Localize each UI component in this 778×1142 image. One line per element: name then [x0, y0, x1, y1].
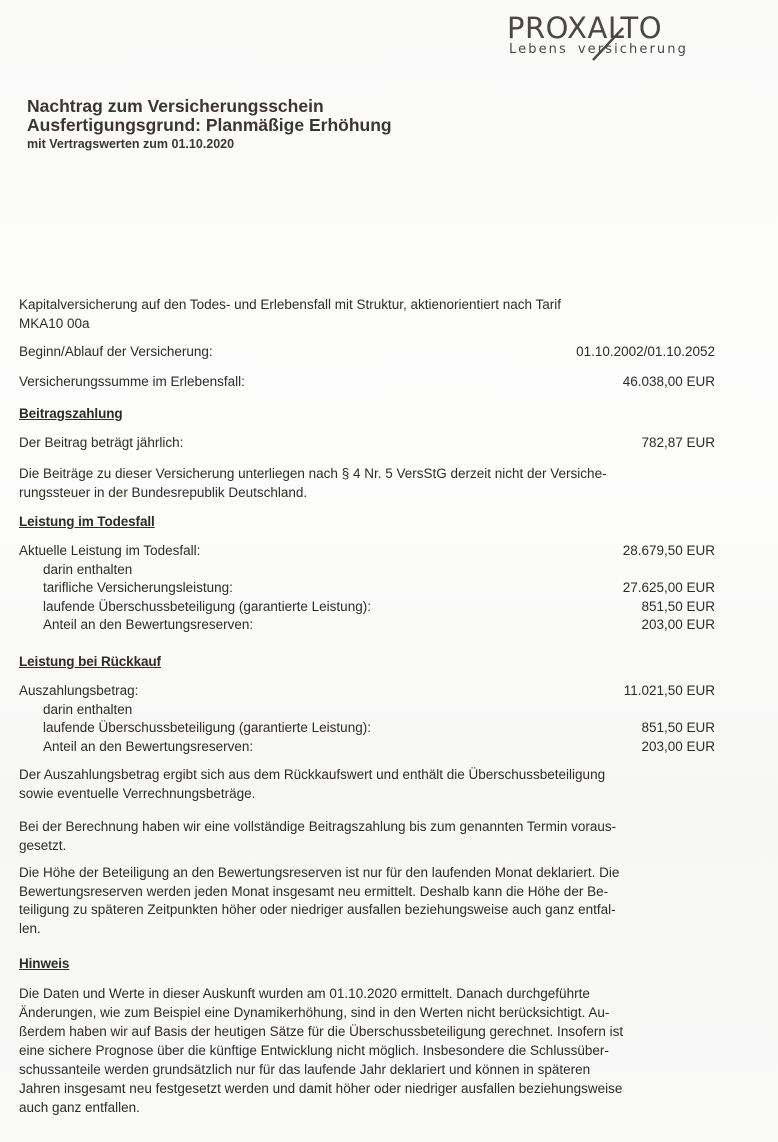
logo-brand: PROXALTO — [507, 11, 663, 45]
logo-tagline — [509, 42, 688, 58]
hinweis-text — [19, 984, 715, 1117]
reserves-note — [19, 864, 715, 938]
calculation-note — [19, 818, 715, 855]
hinweis-line: eine sichere Prognose über die künftige Entwicklung nicht möglich. Insbesondere die Schlussüber- — [19, 1043, 609, 1058]
note-line: len. — [19, 920, 41, 936]
table-row — [19, 701, 715, 720]
tax-note-line: rungssteuer in der Bundesrepublik Deutschland. — [19, 484, 308, 500]
tariff-code: MKA10 00a — [19, 315, 90, 331]
premium-label: Der Beitrag beträgt jährlich: — [19, 435, 184, 450]
row-value: 203,00 EUR — [641, 738, 715, 754]
tax-note-line: Die Beiträge zu dieser Versicherung unterliegen nach § 4 Nr. 5 VersStG derzeit nicht der Versiche- — [19, 466, 607, 481]
row-label: laufende Überschussbeteiligung (garantierte Leistung): — [43, 598, 371, 614]
note-line: Der Auszahlungsbetrag ergibt sich aus dem Rückkaufswert und enthält die Überschussbeteiligung — [19, 767, 606, 782]
table-row — [19, 579, 715, 598]
row-value: 28.679,50 EUR — [622, 543, 715, 558]
premium-row — [19, 434, 715, 453]
row-label: darin enthalten — [43, 561, 133, 577]
note-line: Die Höhe der Beteiligung an den Bewertungsreserven ist nur für den laufenden Monat deklariert. Die — [19, 865, 620, 880]
note-line: Bei der Berechnung haben wir eine vollständige Beitragszahlung bis zum genannten Termin voraus- — [19, 819, 617, 834]
logo-tagline-right: versicherung — [577, 42, 688, 57]
table-row — [19, 719, 715, 738]
hinweis-line: Jahren insgesamt neu festgesetzt werden und damit höher oder niedriger ausfallen beziehungsweise — [19, 1081, 623, 1096]
note-line: gesetzt. — [19, 837, 67, 853]
document-subtitle: mit Vertragswerten zum 01.10.2020 — [27, 137, 235, 151]
table-row — [19, 561, 715, 580]
table-row — [19, 738, 715, 757]
row-label: Aktuelle Leistung im Todesfall: — [19, 543, 201, 558]
row-value: 203,00 EUR — [641, 617, 715, 632]
row-label: laufende Überschussbeteiligung (garantierte Leistung): — [43, 720, 371, 735]
note-line: teiligung zu späteren Zeitpunkten höher oder niedriger ausfallen beziehungsweise auch ganz entfal- — [19, 902, 616, 917]
note-line: sowie eventuelle Verrechnungsbeträge. — [19, 785, 256, 801]
row-label: Anteil an den Bewertungsreserven: — [43, 738, 254, 754]
section-heading-rueckkauf: Leistung bei Rückkauf — [19, 654, 161, 669]
hinweis-line: auch ganz entfallen. — [19, 1100, 140, 1115]
document-title-block — [27, 97, 392, 152]
hinweis-line: Die Daten und Werte in dieser Auskunft wurden am 01.10.2020 ermittelt. Danach durchgeführte — [19, 986, 590, 1001]
contract-description-line: Kapitalversicherung auf den Todes- und Erlebensfall mit Struktur, aktienorientiert nach Tarif — [19, 297, 562, 312]
table-row — [19, 616, 715, 635]
section-heading-todesfall: Leistung im Todesfall — [19, 514, 155, 529]
rueckkauf-table — [19, 682, 715, 756]
sum-label: Versicherungssumme im Erlebensfall: — [19, 374, 245, 389]
document-title: Nachtrag zum Versicherungsschein — [27, 96, 324, 116]
row-label: Auszahlungsbetrag: — [19, 683, 139, 698]
table-row — [19, 682, 715, 701]
sum-row — [19, 373, 715, 392]
premium-value: 782,87 EUR — [641, 435, 715, 450]
row-label: Anteil an den Bewertungsreserven: — [43, 617, 254, 632]
term-row — [19, 343, 715, 362]
row-value: 851,50 EUR — [641, 720, 715, 735]
note-line: Bewertungsreserven werden jeden Monat insgesamt neu ermittelt. Deshalb kann die Höhe der Be- — [19, 883, 609, 899]
term-label: Beginn/Ablauf der Versicherung: — [19, 344, 213, 359]
logo-tagline-left: Lebens — [509, 42, 568, 57]
hinweis-line: ßerdem haben wir auf Basis der heutigen Sätze für die Überschussbeteiligung gerechnet. Insofern ist — [19, 1024, 624, 1039]
company-logo — [507, 12, 697, 62]
sum-value: 46.038,00 EUR — [622, 374, 715, 389]
row-label: darin enthalten — [43, 701, 133, 717]
section-heading-beitragszahlung: Beitragszahlung — [19, 406, 123, 421]
row-label: tarifliche Versicherungsleistung: — [43, 580, 233, 595]
section-heading-hinweis: Hinweis — [19, 956, 70, 971]
row-value: 851,50 EUR — [641, 598, 715, 614]
document-reason: Ausfertigungsgrund: Planmäßige Erhöhung — [27, 115, 392, 135]
hinweis-line: Änderungen, wie zum Beispiel eine Dynamikerhöhung, sind in den Werten nicht berücksichtigt. Au- — [19, 1005, 610, 1020]
table-row — [19, 598, 715, 617]
contract-description — [19, 296, 715, 333]
table-row — [19, 542, 715, 561]
row-value: 27.625,00 EUR — [622, 580, 715, 595]
hinweis-line: schussanteile werden grundsätzlich nur für das laufende Jahr deklariert und können in späteren — [19, 1062, 591, 1077]
row-value: 11.021,50 EUR — [623, 683, 715, 698]
todesfall-table — [19, 542, 715, 635]
rueckkauf-note — [19, 766, 715, 803]
term-value: 01.10.2002/01.10.2052 — [576, 344, 715, 359]
tax-note — [19, 465, 715, 502]
